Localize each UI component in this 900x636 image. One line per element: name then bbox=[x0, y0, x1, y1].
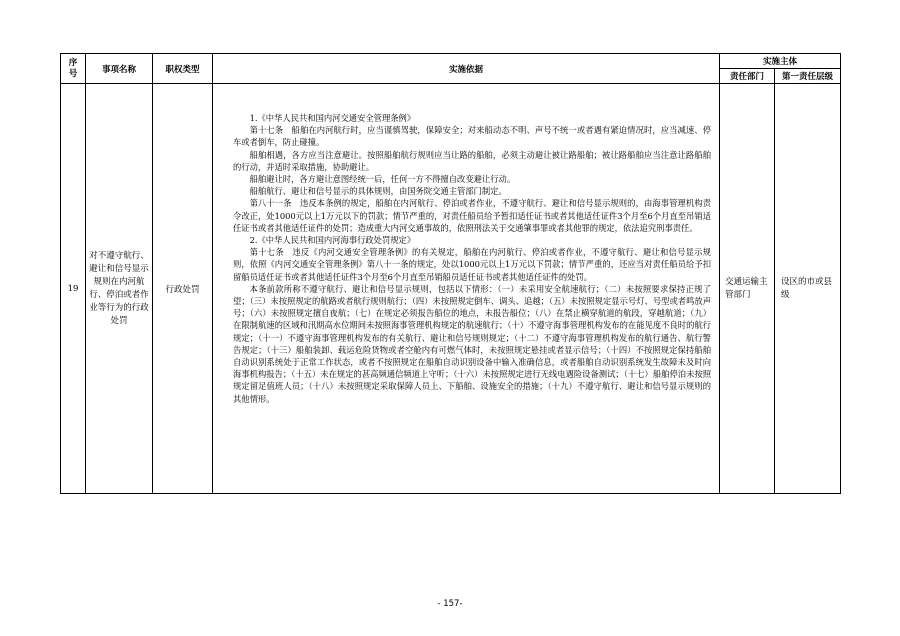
header-type: 职权类型 bbox=[153, 54, 213, 84]
basis-paragraph: 第八十一条 违反本条例的规定，船舶在内河航行、停泊或者作业，不遵守航行、避让和信号显示规则的，由海事管理机构责令改正，处1000元以上1万元以下的罚款；情节严重的，对责任船员给予暂扣适任证书或者其他适任证件3个月至6个月直至吊销适任证书或者其他适任证件的处罚；造成重大内河交通事故的，依照刑法关于交通肇事罪或者其他罪的规定，依法追究刑事责任。 bbox=[233, 198, 711, 233]
row-seq: 19 bbox=[61, 84, 86, 494]
header-dept: 责任部门 bbox=[720, 69, 775, 84]
row-responsible-dept: 交通运输主管部门 bbox=[720, 84, 775, 494]
header-basis: 实施依据 bbox=[213, 54, 720, 84]
basis-law-title-1: 1.《中华人民共和国内河交通安全管理条例》 bbox=[249, 113, 416, 123]
basis-paragraph: 船舶避让时，各方避让意图经统一后，任何一方不得擅自改变避让行动。 bbox=[249, 174, 516, 185]
power-list-table bbox=[60, 53, 841, 494]
header-level: 第一责任层级 bbox=[775, 69, 841, 84]
basis-paragraph: 第十七条 违反《内河交通安全管理条例》的有关规定，船舶在内河航行、停泊或者作业，不遵守航行、避让和信号显示规则，依照《内河交通安全管理条例》第八十一条的规定，处以1000元以上1万元以下罚款；情节严重的，还应当对责任船员给予扣留船员适任证书或者其他适任证件3个月至6个月直至吊销船员适任证书或者其他适任证件的处罚。 bbox=[233, 247, 711, 282]
basis-paragraph: 船舶相遇，各方应当注意避让。按照船舶航行规则应当让路的船舶，必须主动避让被让路船舶；被让路船舶应当注意让路船舶的行动，并适时采取措施，协助避让。 bbox=[233, 149, 711, 172]
basis-paragraph: 本条前款所称不遵守航行、避让和信号显示规则，包括以下情形：（一）未采用安全航速航行；（二）未按照要求保持正规了望；（三）未按照规定的航路或者航行规则航行；（四）未按照规定倒车、调头、追越；（五）未按照规定显示号灯、号型或者鸣放声号；（六）未按照规定擅自夜航；（七）在规定必须报告船位的地点，未报告船位；（八）在禁止横穿航道的航段，穿越航道；（九）在限制航速的区域和汛期高水位期间未按照海事管理机构规定的航速航行；（十）不遵守海事管理机构发布的在能见度不良时的航行规定；（十一）不遵守海事管理机构发布的有关航行、避让和信号规则规定；（十二）不遵守海事管理机构发布的航行通告、航行警告规定；（十三）船舶装卸、载运危险货物或者空舱内有可燃气体时，未按照规定悬挂或者显示信号；（十四）不按照规定保持船舶自动识别系统处于正常工作状态，或者不按照规定在船舶自动识别设备中输入准确信息，或者船舶自动识别系统发生故障未及时向海事机构报告；（十五）未在规定的甚高频通信频道上守听；（十六）未按照规定进行无线电遇险设备测试；（十七）船舶停泊未按照规定留足值班人员；（十八）未按照规定采取保障人员上、下船舶、设施安全的措施；（十九）不遵守航行、避让和信号显示规则的其他情形。 bbox=[233, 283, 711, 404]
row-power-type: 行政处罚 bbox=[153, 84, 213, 494]
basis-paragraph: 船舶航行、避让和信号显示的具体规则，由国务院交通主管部门制定。 bbox=[249, 186, 507, 197]
basis-law-title-2: 2.《中华人民共和国内河海事行政处罚规定》 bbox=[249, 235, 416, 246]
power-list-table-frame bbox=[60, 53, 840, 493]
table-row bbox=[61, 84, 841, 494]
header-subject: 实施主体 bbox=[720, 54, 841, 69]
header-seq: 序号 bbox=[61, 54, 86, 84]
row-first-level: 设区的市或县级 bbox=[775, 84, 841, 494]
row-basis bbox=[213, 84, 720, 494]
basis-paragraph: 第十七条 船舶在内河航行时，应当谨慎驾驶，保障安全；对来船动态不明、声号不统一或者遇有紧迫情况时，应当减速、停车或者倒车，防止碰撞。 bbox=[233, 125, 711, 148]
header-name: 事项名称 bbox=[86, 54, 153, 84]
row-item-name: 对不遵守航行、避让和信号显示规则在内河航行、停泊或者作业等行为的行政处罚 bbox=[86, 84, 153, 494]
page-number: - 157- bbox=[437, 599, 463, 609]
